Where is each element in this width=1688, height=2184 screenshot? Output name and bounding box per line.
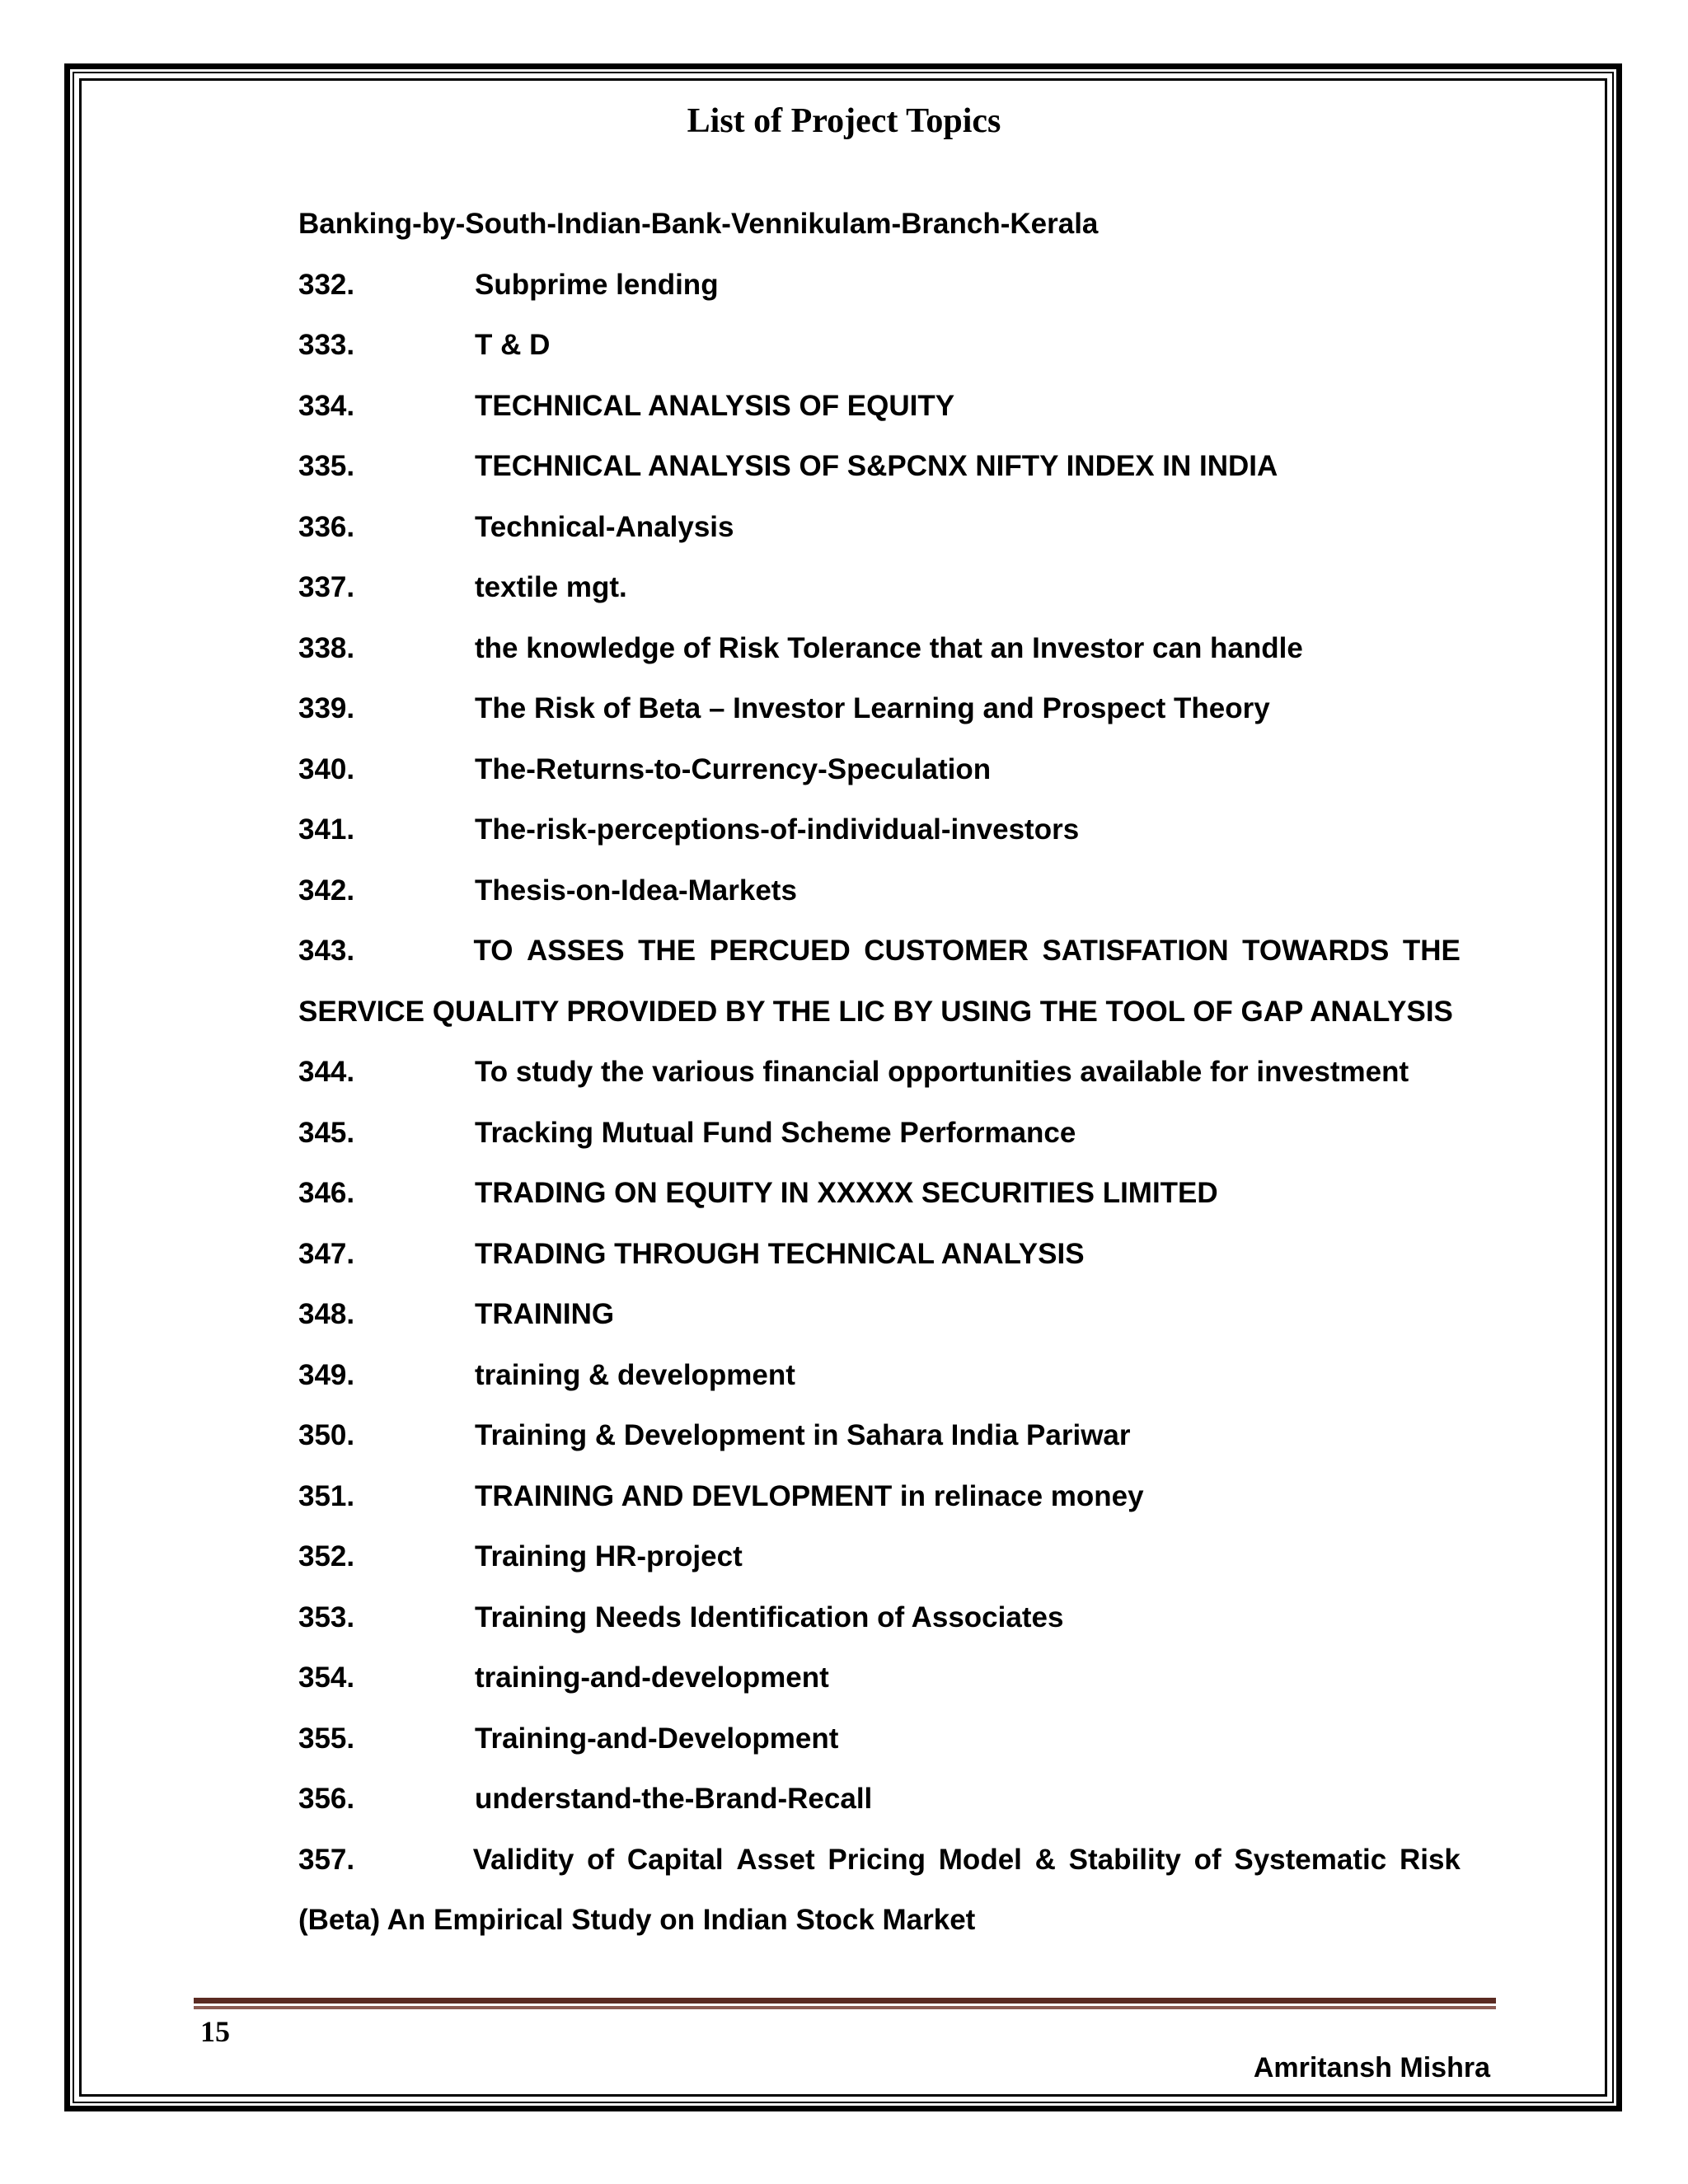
item-word: Stability bbox=[1068, 1844, 1181, 1876]
item-text: Technical-Analysis bbox=[475, 511, 734, 543]
item-number: 347. bbox=[298, 1238, 355, 1270]
list-item-justified bbox=[298, 1840, 1461, 1881]
item-text: To study the various financial opportunities available for investment bbox=[475, 1056, 1409, 1088]
item-text: The-risk-perceptions-of-individual-investors bbox=[475, 813, 1080, 846]
item-text: TECHNICAL ANALYSIS OF S&PCNX NIFTY INDEX IN INDIA bbox=[475, 450, 1278, 482]
continued-topic-line: Banking-by-South-Indian-Bank-Vennikulam-Branch-Kerala bbox=[298, 208, 1099, 240]
item-number: 345. bbox=[298, 1117, 355, 1149]
author-name: Amritansh Mishra bbox=[1253, 2052, 1490, 2083]
item-word: of bbox=[587, 1844, 615, 1876]
item-number: 353. bbox=[298, 1601, 355, 1633]
item-text: Tracking Mutual Fund Scheme Performance bbox=[475, 1117, 1076, 1149]
item-number: 337. bbox=[298, 571, 355, 603]
item-word: THE bbox=[1402, 935, 1461, 967]
item-number: 348. bbox=[298, 1298, 355, 1330]
item-number: 350. bbox=[298, 1419, 355, 1451]
item-text: Subprime lending bbox=[475, 269, 719, 301]
item-text: Thesis-on-Idea-Markets bbox=[475, 874, 797, 907]
item-number: 336. bbox=[298, 511, 355, 543]
item-number: 349. bbox=[298, 1359, 355, 1391]
item-word: of bbox=[1193, 1844, 1221, 1876]
item-number: 355. bbox=[298, 1722, 355, 1755]
item-number: 338. bbox=[298, 632, 355, 664]
page-number: 15 bbox=[200, 2015, 230, 2048]
item-text: TRADING ON EQUITY IN XXXXX SECURITIES LIMITED bbox=[475, 1177, 1218, 1209]
item-number: 352. bbox=[298, 1540, 355, 1572]
item-number: 343. bbox=[298, 935, 355, 967]
item-text: textile mgt. bbox=[475, 571, 627, 603]
item-number: 346. bbox=[298, 1177, 355, 1209]
item-word: Pricing bbox=[828, 1844, 926, 1876]
item-text: Training Needs Identification of Associates bbox=[475, 1601, 1064, 1633]
item-number: 334. bbox=[298, 390, 355, 422]
item-text: The Risk of Beta – Investor Learning and Prospect Theory bbox=[475, 692, 1270, 724]
item-word: Risk bbox=[1399, 1844, 1461, 1876]
item-text: T & D bbox=[475, 329, 551, 361]
item-text: training-and-development bbox=[475, 1661, 829, 1694]
footer-rule-thin bbox=[194, 2006, 1496, 2009]
item-text: Training-and-Development bbox=[475, 1722, 839, 1755]
item-number: 354. bbox=[298, 1661, 355, 1694]
item-number: 333. bbox=[298, 329, 355, 361]
item-text: TECHNICAL ANALYSIS OF EQUITY bbox=[475, 390, 955, 422]
item-word: Asset bbox=[736, 1844, 815, 1876]
item-text: training & development bbox=[475, 1359, 795, 1391]
item-number: 332. bbox=[298, 269, 355, 301]
item-number: 356. bbox=[298, 1783, 355, 1815]
item-text: The-Returns-to-Currency-Speculation bbox=[475, 753, 992, 785]
item-number: 341. bbox=[298, 813, 355, 846]
page-title: List of Project Topics bbox=[687, 102, 1001, 140]
item-number: 357. bbox=[298, 1844, 355, 1876]
item-text: Training & Development in Sahara India Pariwar bbox=[475, 1419, 1131, 1451]
item-word: Model bbox=[938, 1844, 1022, 1876]
item-text: TRAINING AND DEVLOPMENT in relinace money bbox=[475, 1480, 1144, 1512]
item-text: TRADING THROUGH TECHNICAL ANALYSIS bbox=[475, 1238, 1085, 1270]
item-word: TOWARDS bbox=[1242, 935, 1390, 967]
item-continuation: (Beta) An Empirical Study on Indian Stock Market bbox=[298, 1904, 976, 1936]
item-number: 344. bbox=[298, 1056, 355, 1088]
item-word: TO bbox=[473, 935, 513, 967]
item-word: Validity bbox=[472, 1844, 574, 1876]
item-number: 351. bbox=[298, 1480, 355, 1512]
item-number: 342. bbox=[298, 874, 355, 907]
footer-rule bbox=[194, 1998, 1496, 2004]
item-continuation: SERVICE QUALITY PROVIDED BY THE LIC BY USING THE TOOL OF GAP ANALYSIS bbox=[298, 996, 1453, 1028]
item-text: Training HR-project bbox=[475, 1540, 743, 1572]
item-word: & bbox=[1034, 1844, 1056, 1876]
item-number: 340. bbox=[298, 753, 355, 785]
item-word: Capital bbox=[626, 1844, 724, 1876]
list-item-justified bbox=[298, 930, 1461, 972]
item-word: THE bbox=[638, 935, 696, 967]
item-number: 339. bbox=[298, 692, 355, 724]
item-number: 335. bbox=[298, 450, 355, 482]
item-text: the knowledge of Risk Tolerance that an Investor can handle bbox=[475, 632, 1303, 664]
item-word: PERCUED bbox=[709, 935, 851, 967]
item-text: TRAINING bbox=[475, 1298, 615, 1330]
item-word: CUSTOMER bbox=[864, 935, 1029, 967]
item-word: ASSES bbox=[526, 935, 625, 967]
item-word: SATISFATION bbox=[1042, 935, 1229, 967]
item-word: Systematic bbox=[1234, 1844, 1387, 1876]
item-text: understand-the-Brand-Recall bbox=[475, 1783, 873, 1815]
